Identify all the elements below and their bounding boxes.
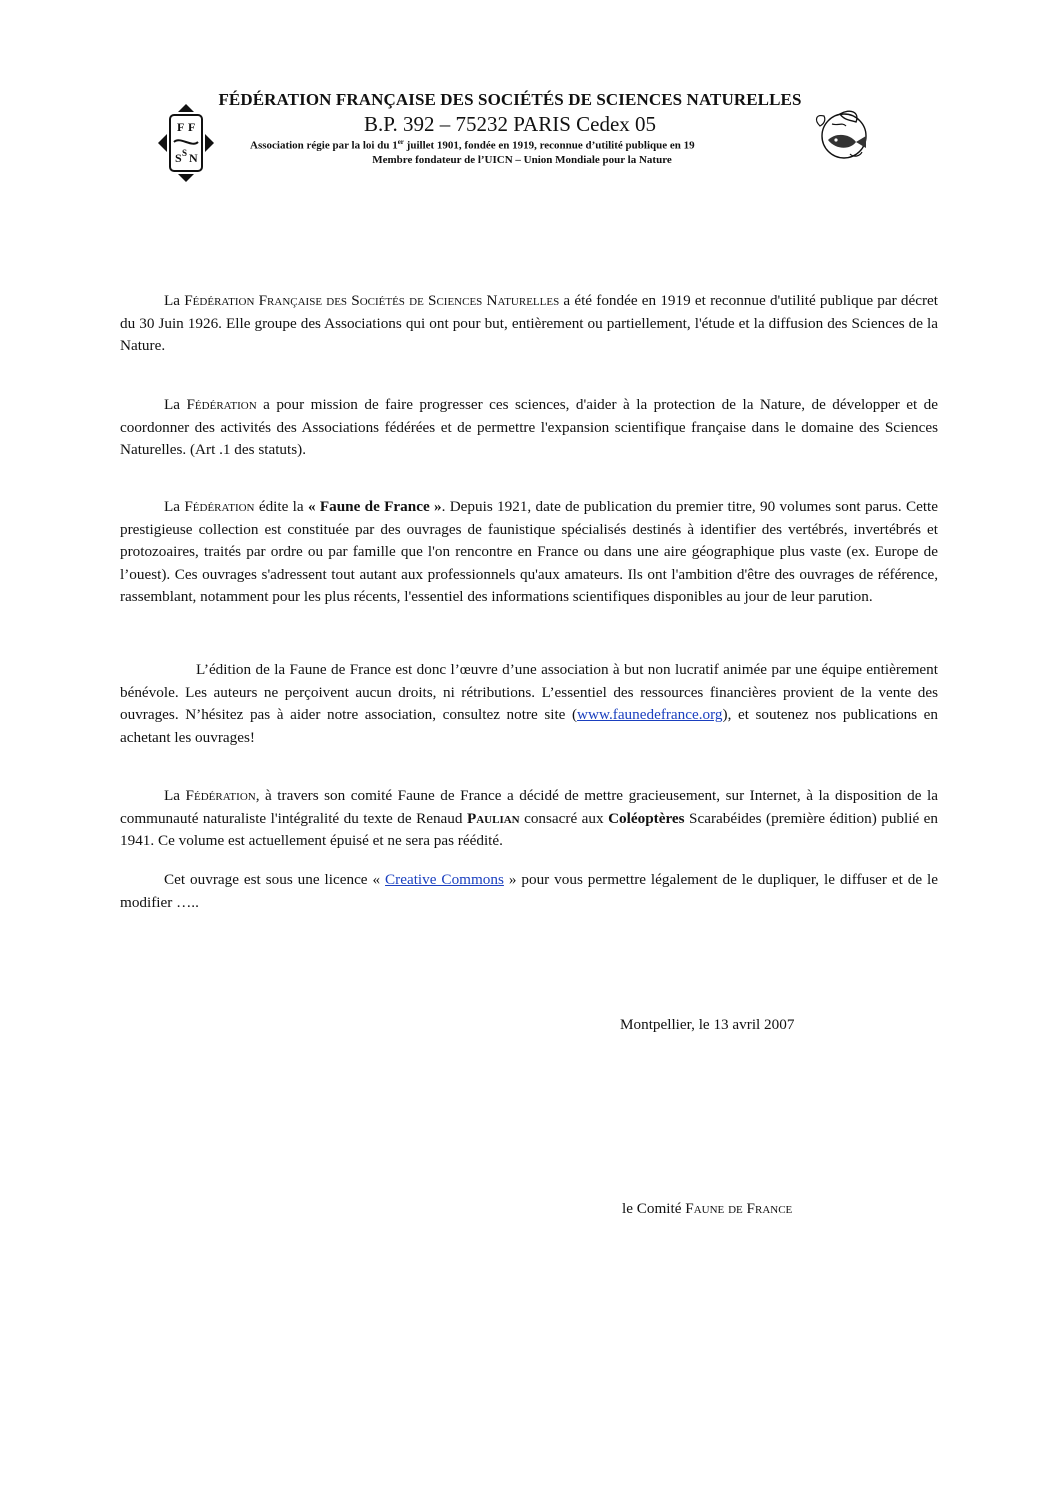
- paragraph-federation-history: [120, 290, 938, 358]
- signature-prefix: le Comité: [622, 1200, 686, 1217]
- p2-rest: a pour mission de faire progresser ces sciences, d'aider à la protection de la Nature, de développer et de coordonner des activités des Associations fédérées et de permettre l'expansion scientifique française dans le domaine des Sciences Naturelles. (Art .1 des statuts).: [120, 396, 938, 459]
- association-line: [250, 138, 796, 152]
- paragraph-federation-mission: [120, 394, 938, 462]
- p2-federation: Fédération: [186, 396, 257, 413]
- letterhead: [150, 88, 870, 178]
- p3-faune-title: « Faune de France »: [307, 498, 442, 515]
- p2-la: La: [164, 396, 187, 413]
- letterhead-title: FÉDÉRATION FRANÇAISE DES SOCIÉTÉS DE SCIENCES NATURELLES: [218, 90, 802, 109]
- logo-letter-f1: F: [177, 120, 185, 134]
- p3-la: La: [164, 498, 185, 515]
- p1-la: La: [164, 292, 185, 309]
- p4-text-before: L’édition de la Faune de France est donc l’œuvre d’une association à but non lucratif animée par une équipe entièrement bénévole. Les auteurs ne perçoivent aucun droits, ni rétributions. L’essentiel des ressources financières provient de la vente des ouvrages. N’hésitez pas à aider notre association, consultez notre site (: [120, 661, 938, 724]
- paragraph-license: [120, 869, 938, 914]
- p1-org-name: Fédération Française des Sociétés de Sciences Naturelles: [184, 292, 560, 309]
- paragraph-internet-publication: [120, 785, 938, 853]
- logo-letter-s2: S: [182, 148, 188, 158]
- letterhead-address: B.P. 392 – 75232 PARIS Cedex 05: [363, 112, 657, 136]
- signature-line: [622, 1200, 792, 1218]
- p3-federation: Fédération: [184, 498, 255, 515]
- p6-before: Cet ouvrage est sous une licence «: [164, 871, 386, 888]
- p1-rest: a été fondée en 1919 et reconnue d'utilité publique par décret du 30 Juin 1926. Elle groupe des Associations qui ont pour but, entièrement ou partiellement, l'étude et la diffusion des Sciences de la Nature.: [120, 292, 938, 355]
- p3-edite: édite la: [254, 498, 308, 515]
- logo-letter-s1: S: [175, 151, 182, 165]
- faunedefrance-link[interactable]: www.faunedefrance.org: [577, 706, 723, 724]
- nature-emblem-icon: [810, 106, 872, 164]
- member-line: Membre fondateur de l’UICN – Union Mondiale pour la Nature: [372, 154, 672, 166]
- p5-part2: consacré aux: [519, 809, 609, 827]
- paragraph-faune-de-france: [120, 496, 938, 609]
- logo-letter-f2: F: [188, 120, 196, 134]
- place-and-date: Montpellier, le 13 avril 2007: [620, 1016, 795, 1033]
- p5-part3: Scarabéides (première édition) publié en 1941. Ce volume est actuellement épuisé et ne sera pas réédité.: [120, 809, 938, 850]
- p4-text-after: ), et soutenez nos publications en achetant les ouvrages!: [120, 706, 938, 746]
- logo-letter-n: N: [189, 151, 198, 165]
- p5-group: Coléoptères: [608, 809, 685, 827]
- association-line-sup: er: [397, 138, 404, 146]
- paragraph-volunteer-edition: [120, 659, 938, 749]
- creative-commons-link[interactable]: Creative Commons: [385, 871, 504, 888]
- p5-federation: Fédération: [185, 787, 256, 804]
- p3-rest: . Depuis 1921, date de publication du premier titre, 90 volumes sont parus. Cette prestigieuse collection est constituée par des ouvrages de faunistique spécialisés destinés à identifier des vertébrés, invertébrés et protozoaires, traités par ordre ou par famille que l'on rencontre en France ou dans une aire géographique plus vaste (ex. Europe de l’ouest). Ces ouvrages s'adressent tout autant aux professionnels qu'aux amateurs. Ils ont l'ambition d'être des ouvrages de référence, rassemblant, notamment pour les plus récents, l'essentiel des informations scientifiques disponibles au jour de leur parution.: [120, 498, 938, 606]
- p5-la: La: [164, 787, 186, 804]
- association-line-part2: juillet 1901, fondée en 1919, reconnue d’utilité publique en 19: [403, 139, 695, 152]
- p5-part1: , à travers son comité Faune de France a décidé de mettre gracieusement, sur Internet, à la disposition de la communauté naturaliste l'intégralité du texte de Renaud: [120, 787, 938, 827]
- association-line-part1: Association régie par la loi du 1: [250, 139, 398, 152]
- p5-author: Paulian: [466, 809, 520, 827]
- p6-after: » pour vous permettre légalement de le dupliquer, le diffuser et de le modifier …..: [120, 871, 938, 911]
- signature-committee-name: Faune de France: [685, 1200, 793, 1217]
